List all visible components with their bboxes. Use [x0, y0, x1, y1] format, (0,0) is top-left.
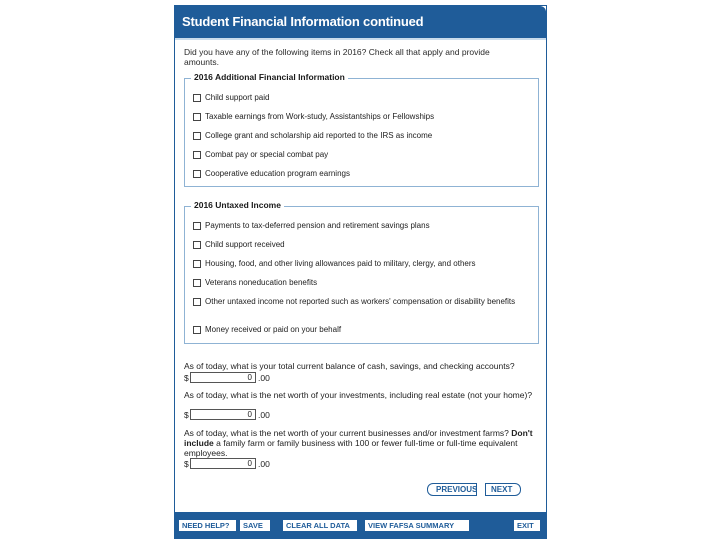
option-label: Combat pay or special combat pay: [205, 150, 329, 159]
option-label: Cooperative education program earnings: [205, 169, 350, 178]
footer-toolbar: [175, 512, 546, 538]
checkbox[interactable]: [193, 222, 201, 230]
option-label: Child support received: [205, 240, 285, 249]
currency-symbol: $: [184, 459, 189, 469]
previous-button[interactable]: PREVIOUS: [427, 483, 477, 496]
untaxed-income-group: [184, 200, 539, 344]
checkbox[interactable]: [193, 298, 201, 306]
need-help-button[interactable]: NEED HELP?: [179, 520, 236, 531]
currency-symbol: $: [184, 373, 189, 383]
page-header: [175, 6, 546, 38]
option-label: Child support paid: [205, 93, 270, 102]
cents-suffix: .00: [258, 459, 270, 469]
fafsa-form-panel: [174, 5, 547, 539]
clear-all-data-button[interactable]: CLEAR ALL DATA: [283, 520, 357, 531]
intro-text: Did you have any of the following items in 2016? Check all that apply and provide amounts.: [184, 47, 490, 67]
option-label: Other untaxed income not reported such as workers' compensation or disability benefits: [205, 297, 516, 306]
checkbox[interactable]: [193, 113, 201, 121]
cash-balance-question: As of today, what is your total current balance of cash, savings, and checking accounts?: [184, 361, 515, 371]
investments-input[interactable]: [190, 409, 256, 420]
option-label: College grant and scholarship aid reported to the IRS as income: [205, 131, 433, 140]
option-label: Taxable earnings from Work-study, Assistantships or Fellowships: [205, 112, 435, 121]
option-label: Housing, food, and other living allowances paid to military, clergy, and others: [205, 259, 476, 268]
page-title: Student Financial Information continued: [182, 14, 424, 29]
option-label: Payments to tax-deferred pension and retirement savings plans: [205, 221, 430, 230]
exit-button[interactable]: EXIT: [514, 520, 540, 531]
cash-balance-input[interactable]: [190, 372, 256, 383]
untaxed-income-legend: 2016 Untaxed Income: [191, 200, 284, 211]
checkbox[interactable]: [193, 132, 201, 140]
checkbox[interactable]: [193, 241, 201, 249]
additional-financial-info-group: [184, 72, 539, 187]
next-button[interactable]: NEXT: [485, 483, 521, 496]
header-divider: [175, 38, 546, 40]
business-question-text-2: a family farm or family business with 100 or fewer full-time or full-time equivalent employees.: [184, 438, 518, 458]
business-question: [184, 428, 539, 458]
save-button[interactable]: SAVE: [240, 520, 270, 531]
business-question-emphasis: Don't include: [184, 428, 533, 448]
currency-symbol: $: [184, 410, 189, 420]
option-label: Veterans noneducation benefits: [205, 278, 318, 287]
checkbox[interactable]: [193, 260, 201, 268]
investments-question: As of today, what is the net worth of your investments, including real estate (not your home)?: [184, 390, 533, 400]
view-fafsa-summary-button[interactable]: VIEW FAFSA SUMMARY: [365, 520, 469, 531]
checkbox[interactable]: [193, 170, 201, 178]
cents-suffix: .00: [258, 373, 270, 383]
checkbox[interactable]: [193, 326, 201, 334]
business-question-text: As of today, what is the net worth of your current businesses and/or investment farms?: [184, 428, 509, 438]
option-label: Money received or paid on your behalf: [205, 325, 342, 334]
checkbox[interactable]: [193, 94, 201, 102]
business-input[interactable]: [190, 458, 256, 469]
checkbox[interactable]: [193, 151, 201, 159]
cents-suffix: .00: [258, 410, 270, 420]
additional-financial-legend: 2016 Additional Financial Information: [191, 72, 348, 83]
checkbox[interactable]: [193, 279, 201, 287]
